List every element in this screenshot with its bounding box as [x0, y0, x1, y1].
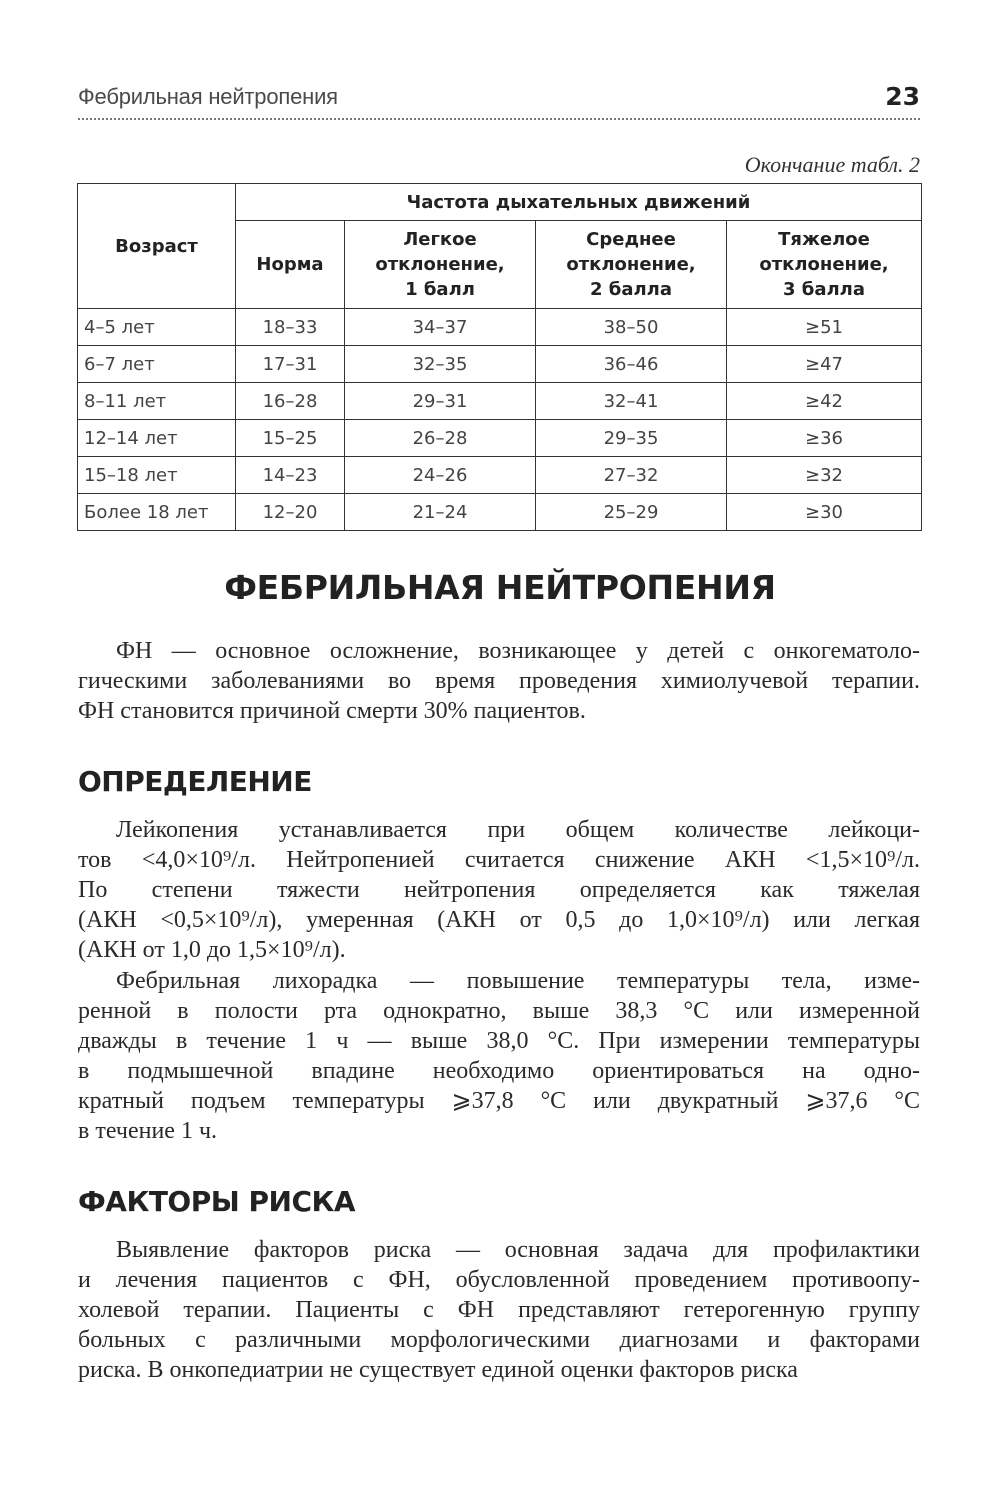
respiratory-rate-table [77, 183, 922, 531]
column-header-line: отклонение, [759, 254, 889, 275]
column-header-line: 2 балла [589, 279, 673, 300]
column-header-line: Легкое [403, 229, 477, 250]
value-cell: ≥30 [727, 494, 922, 531]
age-cell: 12–14 лет [78, 420, 236, 457]
text-line: кратный подъем температуры ⩾37,8 °С или двукратный ⩾37,6 °С [78, 1088, 920, 1114]
value-cell: 18–33 [236, 309, 345, 346]
value-cell: ≥32 [727, 457, 922, 494]
risk-factors-heading: ФАКТОРЫ РИСКА [78, 1185, 356, 1218]
age-cell: 4–5 лет [78, 309, 236, 346]
running-header [78, 84, 920, 120]
running-header-title: Фебрильная нейтропения [78, 84, 338, 109]
text-line: ФН становится причиной смерти 30% пациентов. [78, 698, 586, 724]
text-line: ФН — основное осложнение, возникающее у детей с онкогематоло- [116, 638, 920, 664]
value-cell: 34–37 [345, 309, 536, 346]
text-line: ренной в полости рта однократно, выше 38,3 °С или измеренной [78, 998, 920, 1024]
column-header-line: отклонение, [375, 254, 505, 275]
value-cell: 21–24 [345, 494, 536, 531]
age-cell: 15–18 лет [78, 457, 236, 494]
age-column-header: Возраст [78, 184, 236, 309]
text-line: тов <4,0×10⁹/л. Нейтропенией считается снижение АКН <1,5×10⁹/л. [78, 847, 920, 873]
text-line: и лечения пациентов с ФН, обусловленной проведением противоопу- [78, 1267, 920, 1293]
table-caption: Окончание табл. 2 [744, 152, 920, 177]
column-header-line: 1 балл [405, 279, 475, 300]
column-header-line: Тяжелое [778, 229, 870, 250]
value-cell: 32–41 [536, 383, 727, 420]
age-cell: 6–7 лет [78, 346, 236, 383]
table-row [78, 457, 922, 494]
value-cell: 26–28 [345, 420, 536, 457]
value-cell: 15–25 [236, 420, 345, 457]
value-cell: 17–31 [236, 346, 345, 383]
respiratory-rate-group-header: Частота дыхательных движений [236, 184, 922, 221]
text-line: Лейкопения устанавливается при общем количестве лейкоци- [116, 817, 920, 843]
value-cell: 29–31 [345, 383, 536, 420]
text-line: в течение 1 ч. [78, 1118, 218, 1144]
text-line: Выявление факторов риска — основная задача для профилактики [116, 1237, 920, 1263]
value-cell: 27–32 [536, 457, 727, 494]
value-cell: 24–26 [345, 457, 536, 494]
value-cell: ≥47 [727, 346, 922, 383]
age-cell: 8–11 лет [78, 383, 236, 420]
value-cell: ≥36 [727, 420, 922, 457]
text-line: риска. В онкопедиатрии не существует единой оценки факторов риска [78, 1357, 798, 1383]
page-number: 23 [885, 82, 920, 111]
value-cell: 29–35 [536, 420, 727, 457]
column-header-2 [536, 221, 727, 309]
column-header-line: Среднее [586, 229, 676, 250]
value-cell: 36–46 [536, 346, 727, 383]
text-line: (АКН от 1,0 до 1,5×10⁹/л). [78, 937, 346, 963]
text-line: Фебрильная лихорадка — повышение температуры тела, изме- [116, 968, 920, 994]
text-line: больных с различными морфологическими диагнозами и факторами [78, 1327, 920, 1353]
risk-factors-paragraph [78, 1235, 920, 1385]
value-cell: 38–50 [536, 309, 727, 346]
value-cell: 25–29 [536, 494, 727, 531]
definition-heading: ОПРЕДЕЛЕНИЕ [78, 765, 312, 798]
column-header-3 [727, 221, 922, 309]
text-line: дважды в течение 1 ч — выше 38,0 °С. При измерении температуры [78, 1028, 920, 1054]
text-line: По степени тяжести нейтропения определяется как тяжелая [78, 877, 920, 903]
value-cell: 32–35 [345, 346, 536, 383]
table-row [78, 346, 922, 383]
table-row [78, 383, 922, 420]
column-header-0 [236, 221, 345, 309]
definition-paragraph-2 [78, 966, 920, 1146]
value-cell: ≥42 [727, 383, 922, 420]
value-cell: 16–28 [236, 383, 345, 420]
column-header-line: Норма [256, 254, 324, 275]
value-cell: 12–20 [236, 494, 345, 531]
table-row [78, 309, 922, 346]
column-header-1 [345, 221, 536, 309]
text-line: холевой терапии. Пациенты с ФН представляют гетерогенную группу [78, 1297, 920, 1323]
value-cell: ≥51 [727, 309, 922, 346]
definition-paragraph-1 [78, 815, 920, 965]
text-line: в подмышечной впадине необходимо ориентироваться на одно- [78, 1058, 920, 1084]
intro-paragraph [78, 636, 920, 726]
table-row [78, 420, 922, 457]
section-title: ФЕБРИЛЬНАЯ НЕЙТРОПЕНИЯ [224, 568, 776, 607]
text-line: гическими заболеваниями во время проведения химиолучевой терапии. [78, 668, 920, 694]
table-row [78, 494, 922, 531]
age-cell: Более 18 лет [78, 494, 236, 531]
value-cell: 14–23 [236, 457, 345, 494]
column-header-line: отклонение, [566, 254, 696, 275]
column-header-line: 3 балла [782, 279, 866, 300]
text-line: (АКН <0,5×10⁹/л), умеренная (АКН от 0,5 до 1,0×10⁹/л) или легкая [78, 907, 920, 933]
